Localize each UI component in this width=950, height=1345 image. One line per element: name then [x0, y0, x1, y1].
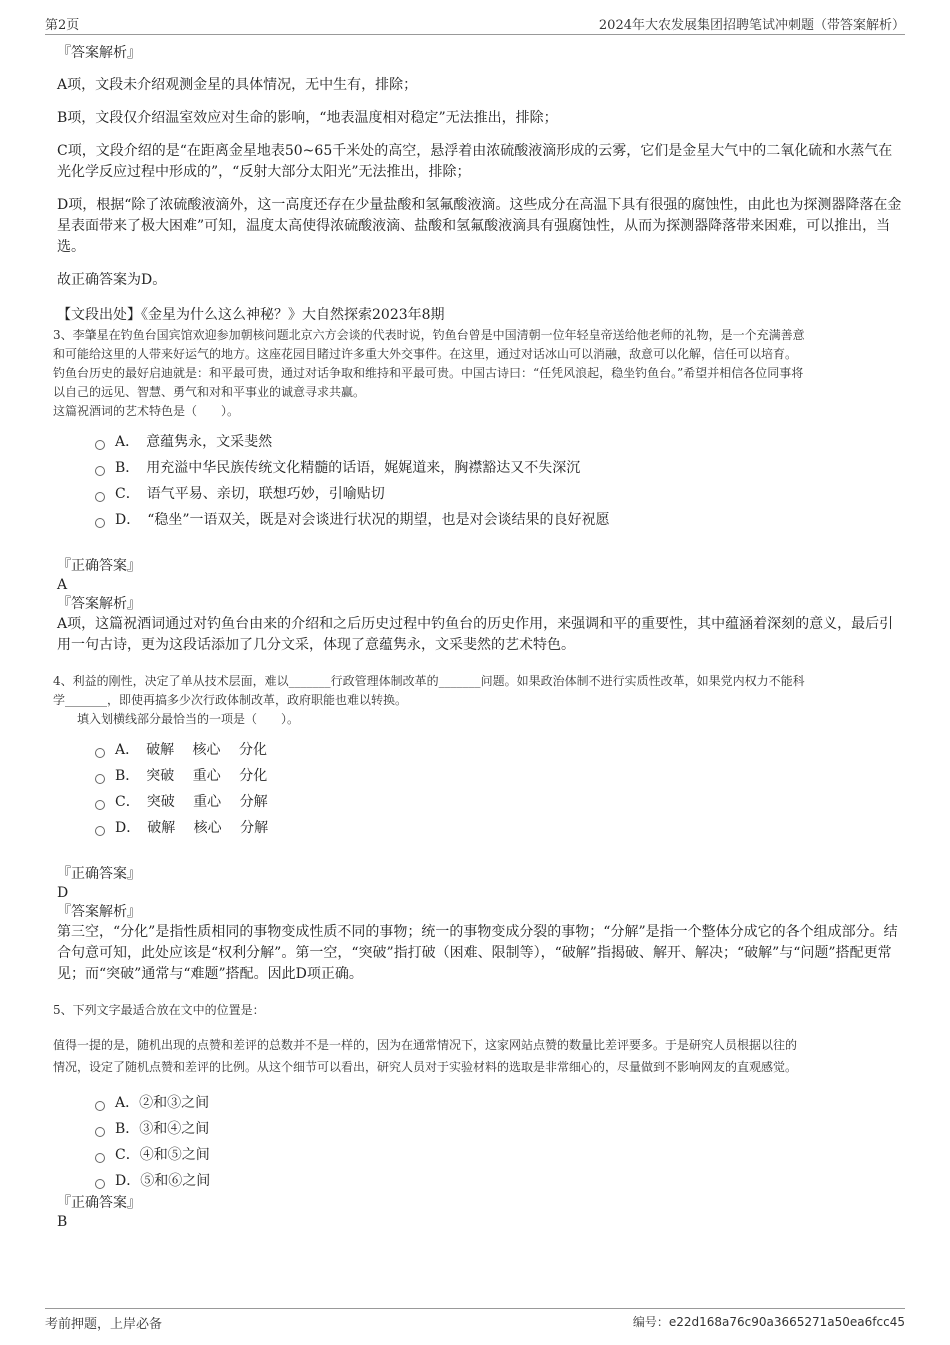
question-stem-line: 钓鱼台历史的最好启迪就是：和平最可贵，通过对话争取和维持和平最可贵。中国古诗曰：“任凭风浪起，稳坐钓鱼台。”希望并相信各位同事将 [53, 366, 804, 380]
option-d[interactable]: D．⑤和⑥之间 [95, 1168, 905, 1194]
option-a[interactable]: A．②和③之间 [95, 1090, 905, 1116]
radio-icon[interactable] [95, 1179, 105, 1189]
option-b[interactable]: B． 突破 重心 分化 [95, 763, 905, 789]
analysis-option-d: D项，根据“除了浓硫酸液滴外，这一高度还存在少量盐酸和氢氟酸液滴。这些成分在高温下具有很强的腐蚀性，由此也为探测器降落在金星表面带来了极大困难”可知，温度太高使得浓硫酸液滴、盐酸和氢氟酸液滴具有强腐蚀性，从而为探测器降落带来困难，可以推出，当选。 [57, 197, 902, 255]
option-a[interactable]: A． 意蕴隽永，文采斐然 [95, 429, 905, 455]
page-content [45, 44, 905, 1232]
option-b[interactable]: B． 用充溢中华民族传统文化精髓的话语，娓娓道来，胸襟豁达又不失深沉 [95, 455, 905, 481]
option-a[interactable]: A． 破解 核心 分化 [95, 737, 905, 763]
radio-icon[interactable] [95, 518, 105, 528]
option-c[interactable]: C． 突破 重心 分解 [95, 789, 905, 815]
question-prompt: 这篇祝酒词的艺术特色是（ ）。 [53, 404, 240, 418]
correct-answer-label: 『正确答案』 [57, 1195, 141, 1211]
question-stem-line: 以自己的远见、智慧、勇气和对和平事业的诚意寻求共赢。 [53, 385, 366, 399]
option-d[interactable]: D． 破解 核心 分解 [95, 815, 905, 841]
footer-slogan: 考前押题，上岸必备 [45, 1317, 163, 1332]
analysis-text: 第三空，“分化”是指性质相同的事物变成性质不同的事物；统一的事物变成分裂的事物；“分解”是指一个整体分成它的各个组成部分。结合句意可知，此处应该是“权利分解”。第一空，“突破”指打破（困难、限制等），“破解”指揭破、解开、解决；“破解”与“问题”搭配更常见；而“突破”通常与“难题”搭配。因此D项正确。 [57, 924, 898, 982]
analysis-option-c: C项，文段介绍的是“在距离金星地表50~65千米处的高空，悬浮着由浓硫酸液滴形成的云雾，它们是金星大气中的二氧化硫和水蒸气在光化学反应过程中形成的”，“反射大部分太阳光”无法推出，排除； [57, 143, 893, 180]
analysis-option-a: A项，文段未介绍观测金星的具体情况，无中生有，排除； [57, 77, 418, 93]
page-footer [45, 1308, 905, 1332]
analysis-option-b: B项，文段仅介绍温室效应对生命的影响，“地表温度相对稳定”无法推出，排除； [57, 110, 558, 126]
radio-icon[interactable] [95, 466, 105, 476]
question-prompt: 填入划横线部分最恰当的一项是（ ）。 [53, 712, 300, 726]
analysis-label: 『答案解析』 [57, 904, 141, 920]
question-3 [45, 326, 905, 656]
radio-icon[interactable] [95, 826, 105, 836]
radio-icon[interactable] [95, 440, 105, 450]
document-id: 编号：e22d168a76c90a3665271a50ea6fcc45 [632, 1315, 905, 1329]
analysis-label: 『答案解析』 [57, 45, 141, 61]
option-d[interactable]: D． “稳坐”一语双关，既是对会谈进行状况的期望，也是对会谈结果的良好祝愿 [95, 507, 905, 533]
passage-line: 情况，设定了随机点赞和差评的比例。从这个细节可以看出，研究人员对于实验材料的选取是非常细心的，尽量做到不影响网友的直观感觉。 [53, 1060, 798, 1074]
question-stem: 5、下列文字最适合放在文中的位置是： [53, 1003, 265, 1017]
option-c[interactable]: C．④和⑤之间 [95, 1142, 905, 1168]
passage-line: 值得一提的是，随机出现的点赞和差评的总数并不是一样的，因为在通常情况下，这家网站点赞的数量比差评要多。于是研究人员根据以往的 [53, 1038, 798, 1052]
question-5 [45, 1001, 905, 1232]
document-title: 2024年大农发展集团招聘笔试冲刺题（带答案解析） [598, 18, 905, 33]
option-list [95, 737, 905, 841]
page-header [45, 12, 905, 35]
correct-answer-label: 『正确答案』 [57, 866, 141, 882]
analysis-label: 『答案解析』 [57, 596, 141, 612]
option-list [95, 429, 905, 533]
radio-icon[interactable] [95, 492, 105, 502]
question-stem-line: 和可能给这里的人带来好运气的地方。这座花园目睹过许多重大外交事件。在这里，通过对话冰山可以消融，敌意可以化解，信任可以培育。 [53, 347, 798, 361]
correct-answer-label: 『正确答案』 [57, 558, 141, 574]
option-b[interactable]: B．③和④之间 [95, 1116, 905, 1142]
correct-answer: D [57, 885, 69, 901]
page-number: 第2页 [45, 18, 80, 33]
radio-icon[interactable] [95, 1153, 105, 1163]
correct-answer: B [57, 1214, 68, 1230]
question-stem-line: 3、李肇星在钓鱼台国宾馆欢迎参加朝核问题北京六方会谈的代表时说，钓鱼台曾是中国清朝一位年轻皇帝送给他老师的礼物，是一个充满善意 [53, 328, 805, 342]
radio-icon[interactable] [95, 1127, 105, 1137]
radio-icon[interactable] [95, 774, 105, 784]
radio-icon[interactable] [95, 1101, 105, 1111]
question-4 [45, 672, 905, 985]
question-stem-line: 4、利益的刚性，决定了单从技术层面，难以_______行政管理体制改革的_______问题。如果政治体制不进行实质性改革，如果党内权力不能科 [53, 674, 805, 688]
option-c[interactable]: C． 语气平易、亲切，联想巧妙，引喻贴切 [95, 481, 905, 507]
correct-answer: A [57, 577, 68, 593]
radio-icon[interactable] [95, 748, 105, 758]
passage-source: 【文段出处】《金星为什么这么神秘？》大自然探索2023年8期 [57, 307, 445, 323]
option-list [95, 1090, 905, 1194]
analysis-text: A项，这篇祝酒词通过对钓鱼台由来的介绍和之后历史过程中钓鱼台的历史作用，来强调和平的重要性，其中蕴涵着深刻的意义，最后引用一句古诗，更为这段话添加了几分文采，体现了意蕴隽永，文采斐然的艺术特色。 [57, 616, 894, 653]
analysis-conclusion: 故正确答案为D。 [57, 272, 167, 288]
radio-icon[interactable] [95, 800, 105, 810]
question-stem-line: 学_______，即使再搞多少次行政体制改革，政府职能也难以转换。 [53, 693, 408, 707]
